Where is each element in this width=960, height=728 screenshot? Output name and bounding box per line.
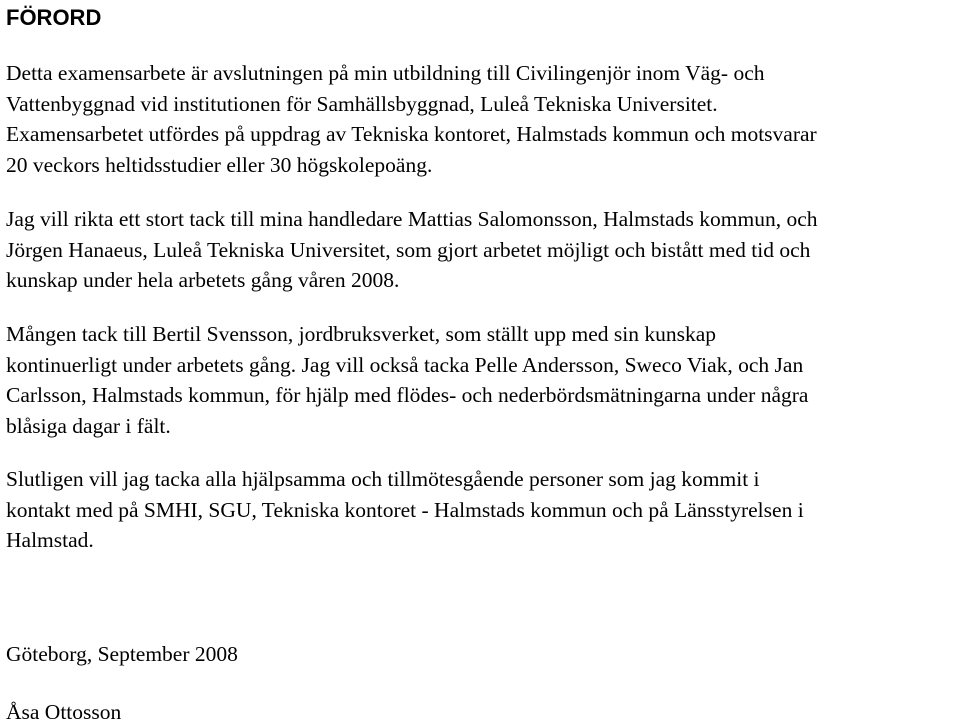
paragraph-line: Jörgen Hanaeus, Luleå Tekniska Universitet, som gjort arbetet möjligt och bistått med tid och (6, 237, 811, 262)
paragraph-line: kontinuerligt under arbetets gång. Jag vill också tacka Pelle Andersson, Sweco Viak, och Jan (6, 352, 804, 377)
paragraph-acknowledgements (6, 319, 956, 441)
paragraph-closing (6, 464, 956, 556)
paragraph-line: Detta examensarbete är avslutningen på min utbildning till Civilingenjör inom Väg- och (6, 61, 765, 85)
paragraph-line: Slutligen vill jag tacka alla hjälpsamma och tillmötesgående personer som jag kommit i (6, 467, 760, 491)
paragraph-line: kontakt med på SMHI, SGU, Tekniska kontoret - Halmstads kommun och på Länsstyrelsen i (6, 497, 804, 522)
paragraph-line: blåsiga dagar i fält. (6, 413, 171, 438)
paragraph-line: Mången tack till Bertil Svensson, jordbruksverket, som ställt upp med sin kunskap (6, 322, 717, 346)
document-heading: FÖRORD (6, 5, 102, 30)
paragraph-line: Halmstad. (6, 528, 94, 552)
paragraph-line: 20 veckors heltidsstudier eller 30 högskolepoäng. (6, 152, 433, 177)
paragraph-line: Jag vill rikta ett stort tack till mina handledare Mattias Salomonsson, Halmstads kommun, och (6, 207, 818, 231)
paragraph-line: Examensarbetet utfördes på uppdrag av Tekniska kontoret, Halmstads kommun och motsvarar (6, 122, 817, 146)
place-date: Göteborg, September 2008 (6, 642, 238, 666)
paragraph-line: kunskap under hela arbetets gång våren 2008. (6, 268, 400, 292)
paragraph-supervisors (6, 204, 956, 296)
paragraph-introduction (6, 58, 956, 180)
paragraph-line: Vattenbyggnad vid institutionen för Samhällsbyggnad, Luleå Tekniska Universitet. (6, 91, 718, 116)
paragraph-line: Carlsson, Halmstads kommun, för hjälp med flödes- och nederbördsmätningarna under några (6, 383, 809, 407)
author-name: Åsa Ottosson (6, 700, 122, 724)
